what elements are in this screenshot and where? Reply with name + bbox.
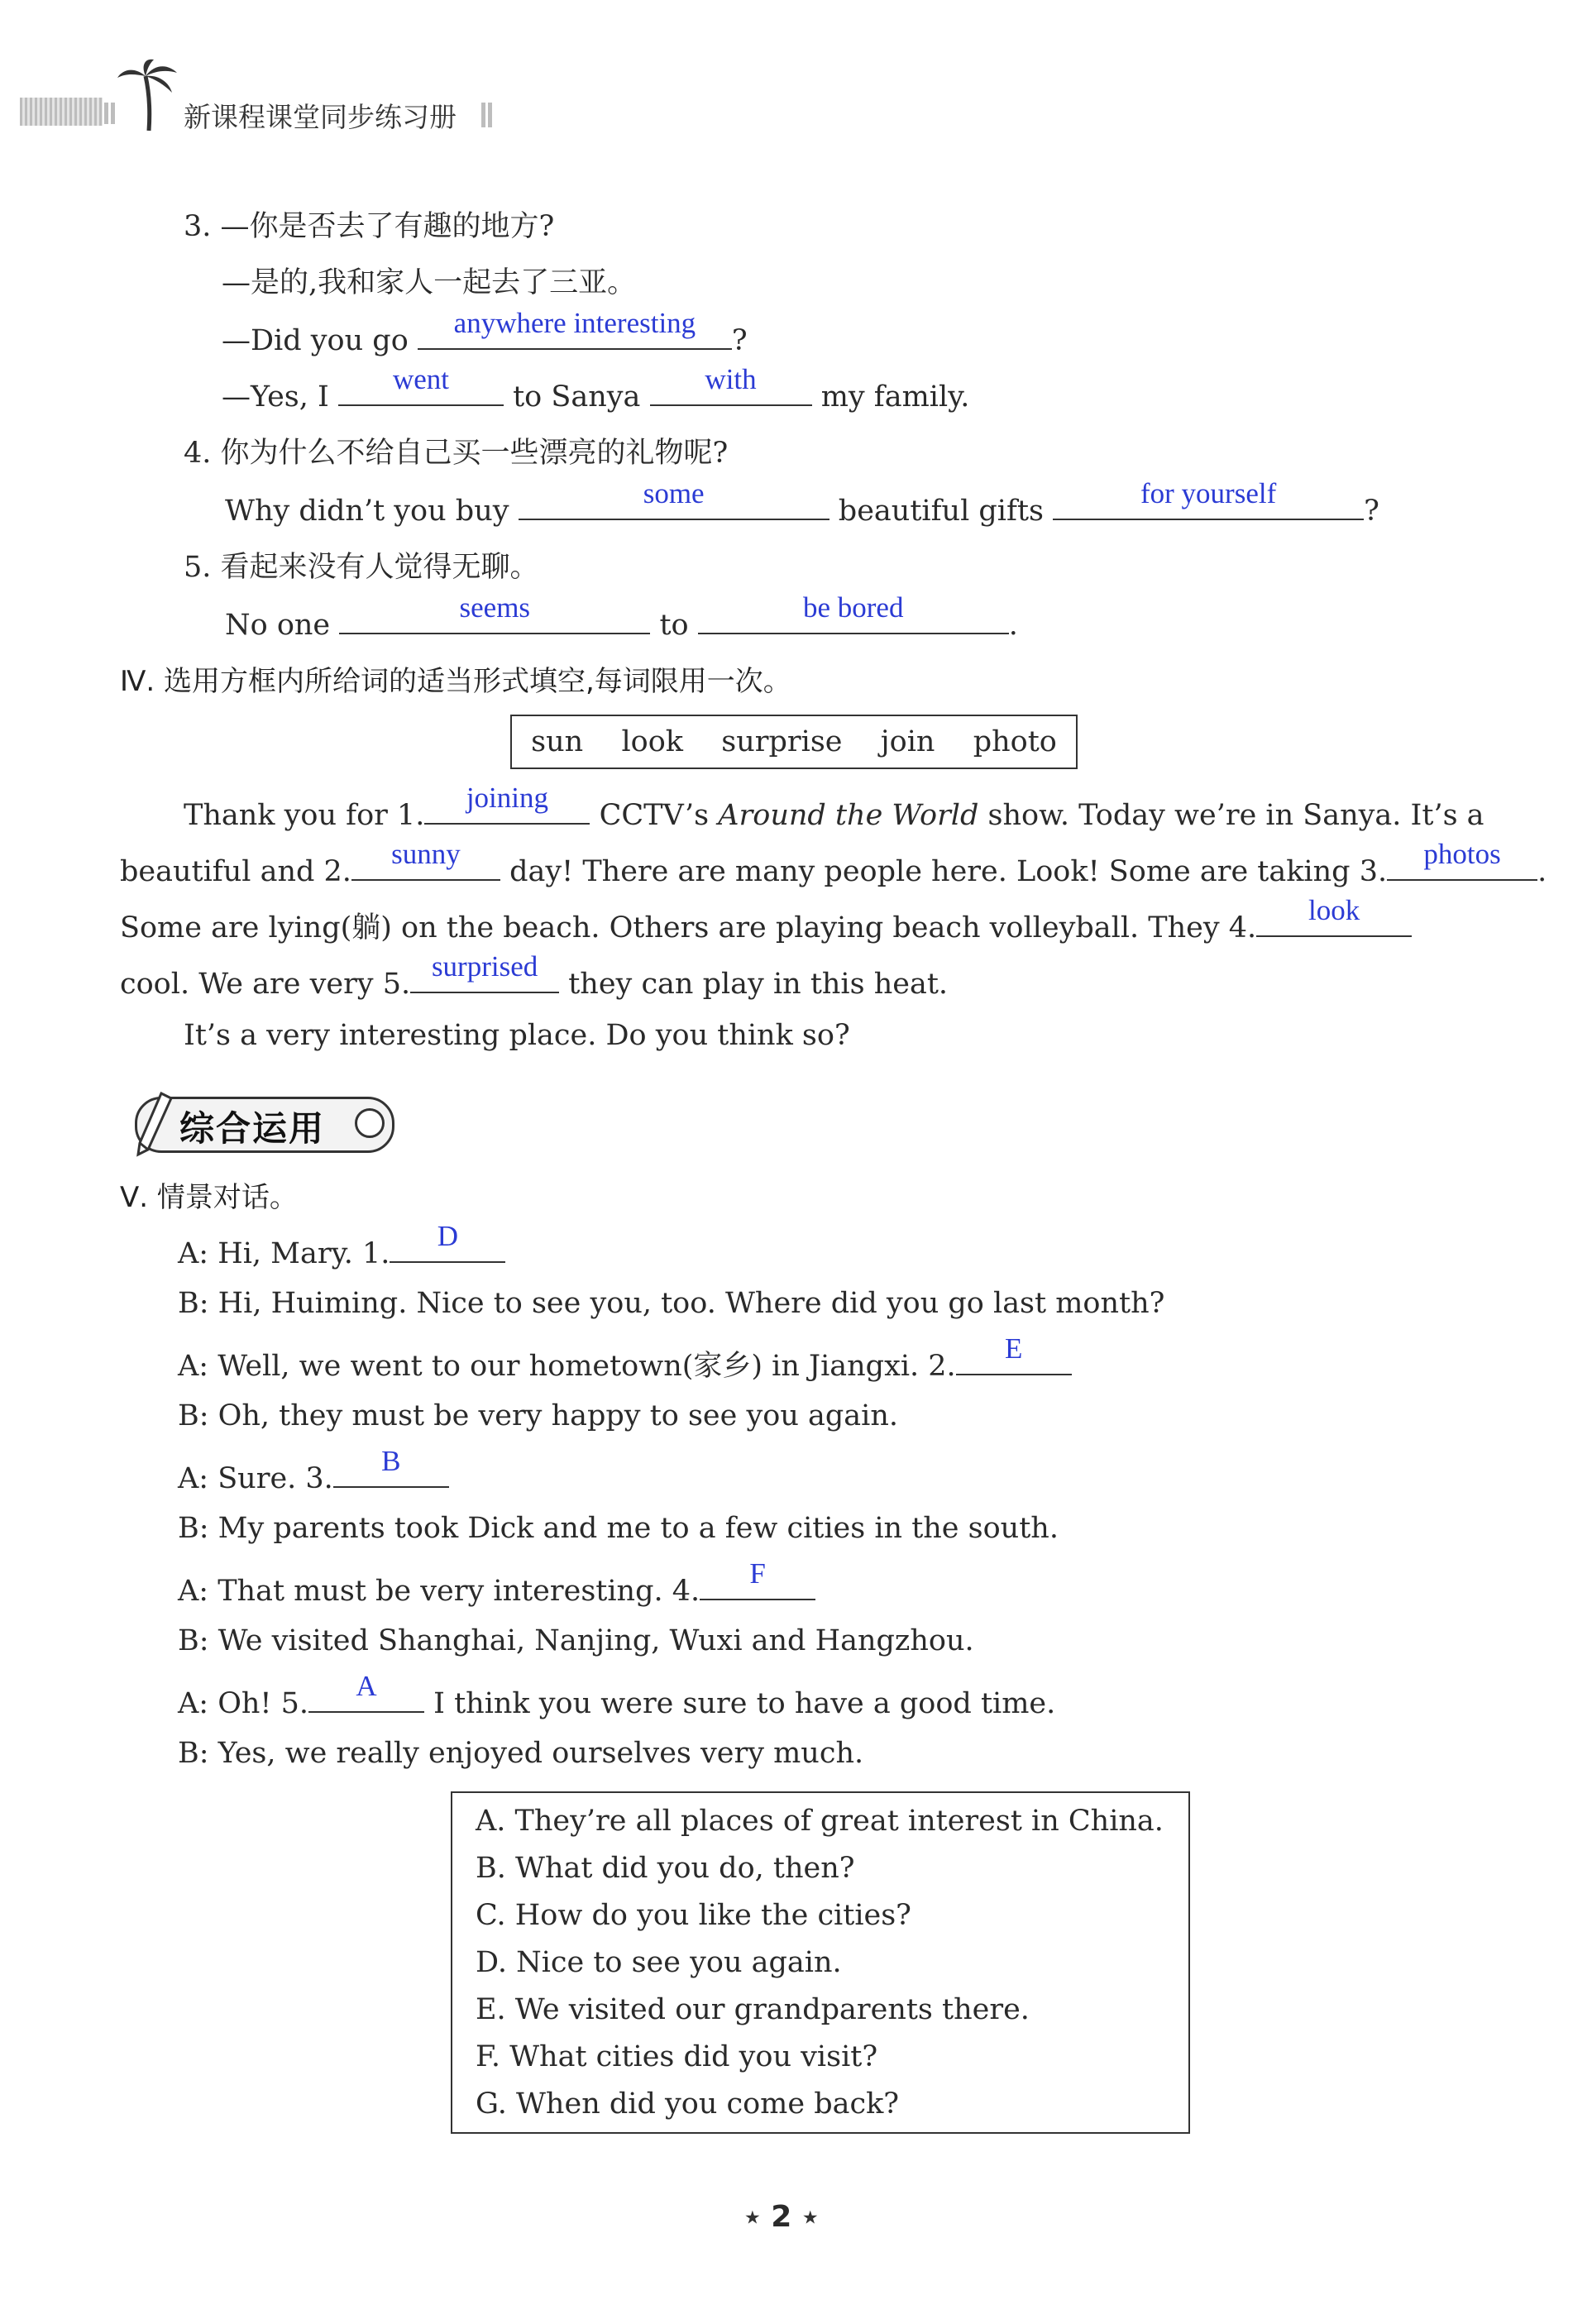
passage-text: show. Today we’re in Sanya. It’s a bbox=[987, 798, 1484, 832]
show-title: Around the World bbox=[718, 798, 979, 832]
section-4-title: Ⅳ. 选用方框内所给词的适当形式填空,每词限用一次。 bbox=[120, 665, 791, 698]
header-divider bbox=[481, 103, 485, 127]
passage-punct: . bbox=[1537, 854, 1547, 888]
passage-line-1 bbox=[184, 781, 1484, 832]
q4-zh-text: 你为什么不给自己买一些漂亮的礼物呢? bbox=[220, 437, 729, 470]
answer-blank bbox=[339, 591, 650, 634]
star-icon: ★ bbox=[744, 2207, 761, 2229]
answer-blank bbox=[410, 949, 559, 993]
q5-en-text: No one bbox=[225, 608, 331, 642]
passage-text: day! There are many people here. Look! Some are taking 3. bbox=[509, 854, 1388, 888]
passage-line-5: It’s a very interesting place. Do you think so? bbox=[184, 1019, 850, 1052]
q5-en-text: to bbox=[659, 608, 689, 642]
dialogue-line: B: Hi, Huiming. Nice to see you, too. Where did you go last month? bbox=[178, 1287, 1165, 1320]
answer-text: went bbox=[392, 362, 449, 395]
q3-zh-line1 bbox=[184, 203, 554, 245]
dialogue-line bbox=[178, 1444, 449, 1495]
q3-en-text: —Did you go bbox=[222, 323, 409, 357]
q4-en-line bbox=[225, 476, 1379, 528]
answer-text: F bbox=[749, 1557, 766, 1590]
header-title: 新课程课堂同步练习册 bbox=[184, 101, 457, 133]
q3-en-line1 bbox=[222, 306, 748, 357]
header-divider bbox=[111, 103, 115, 124]
page-number-value: 2 bbox=[771, 2200, 792, 2234]
dialogue-line: B: Yes, we really enjoyed ourselves very much. bbox=[178, 1737, 864, 1770]
answer-blank bbox=[1387, 837, 1537, 881]
answer-text: D bbox=[437, 1219, 459, 1252]
header-divider bbox=[488, 103, 492, 127]
word-item: surprise bbox=[721, 725, 843, 758]
answer-text: some bbox=[643, 476, 705, 509]
answer-blank bbox=[424, 781, 590, 825]
q3-en-text: to Sanya bbox=[513, 380, 641, 414]
pencil-icon bbox=[120, 1092, 186, 1158]
answer-blank bbox=[956, 1332, 1072, 1375]
question-number: 4. bbox=[184, 437, 212, 470]
word-item: look bbox=[621, 725, 683, 758]
header-divider bbox=[104, 103, 108, 124]
answer-text: for yourself bbox=[1140, 476, 1277, 509]
word-item: photo bbox=[973, 725, 1057, 758]
dialogue-line bbox=[178, 1669, 1056, 1720]
passage-text: Some are lying(躺) on the beach. Others are playing beach volleyball. They 4. bbox=[120, 911, 1257, 944]
answer-blank bbox=[1053, 476, 1364, 520]
options-box bbox=[451, 1791, 1190, 2134]
q3-en-line2 bbox=[222, 362, 970, 414]
answer-text: B bbox=[381, 1444, 401, 1477]
passage-text: they can play in this heat. bbox=[568, 967, 949, 1001]
dialogue-text: A: Sure. 3. bbox=[178, 1461, 333, 1495]
answer-text: sunny bbox=[391, 837, 461, 870]
q3-zh-line2: —是的,我和家人一起去了三亚。 bbox=[222, 266, 637, 299]
answer-blank bbox=[390, 1219, 505, 1263]
q4-en-text: Why didn’t you buy bbox=[225, 494, 509, 528]
dialogue-line: B: My parents took Dick and me to a few cities in the south. bbox=[178, 1512, 1059, 1545]
badge-dot-icon bbox=[355, 1108, 385, 1138]
page-number bbox=[744, 2200, 819, 2234]
answer-blank bbox=[338, 362, 504, 406]
dialogue-line bbox=[178, 1332, 1072, 1384]
dialogue-text: A: Oh! 5. bbox=[178, 1686, 309, 1720]
header-decoration bbox=[20, 98, 103, 126]
answer-text: anywhere interesting bbox=[453, 306, 696, 339]
star-icon: ★ bbox=[801, 2207, 819, 2229]
answer-text: surprised bbox=[431, 949, 538, 983]
passage-line-3 bbox=[120, 894, 1412, 946]
q3-en-text: —Yes, I bbox=[222, 380, 329, 414]
answer-blank bbox=[351, 837, 500, 881]
answer-text: A bbox=[356, 1669, 377, 1702]
answer-text: seems bbox=[459, 591, 531, 624]
option-item: E. We visited our grandparents there. bbox=[476, 1993, 1030, 2026]
answer-blank bbox=[418, 306, 732, 350]
passage-text: beautiful and 2. bbox=[120, 854, 351, 888]
q4-punct: ? bbox=[1364, 494, 1379, 528]
option-item: C. How do you like the cities? bbox=[476, 1899, 911, 1932]
option-item: B. What did you do, then? bbox=[476, 1852, 855, 1885]
q5-en-line bbox=[225, 591, 1018, 642]
answer-text: look bbox=[1308, 894, 1360, 926]
word-item: sun bbox=[531, 725, 584, 758]
q3-en-text: my family. bbox=[820, 380, 970, 414]
option-item: A. They’re all places of great interest in China. bbox=[476, 1805, 1164, 1838]
dialogue-text: I think you were sure to have a good time. bbox=[424, 1686, 1056, 1720]
dialogue-text: A: Well, we went to our hometown(家乡) in Jiangxi. 2. bbox=[178, 1350, 956, 1383]
answer-blank bbox=[698, 591, 1009, 634]
passage-line-2 bbox=[120, 837, 1547, 888]
word-item: join bbox=[880, 725, 935, 758]
answer-blank bbox=[650, 362, 812, 406]
option-item: G. When did you come back? bbox=[476, 2087, 900, 2121]
dialogue-line: B: We visited Shanghai, Nanjing, Wuxi and Hangzhou. bbox=[178, 1624, 974, 1657]
passage-line-4 bbox=[120, 949, 949, 1001]
section-badge bbox=[120, 1092, 401, 1156]
q4-zh-line bbox=[184, 430, 728, 471]
answer-blank bbox=[519, 476, 829, 520]
q5-zh-text: 看起来没有人觉得无聊。 bbox=[220, 551, 539, 584]
option-item: D. Nice to see you again. bbox=[476, 1946, 842, 1979]
dialogue-line bbox=[178, 1557, 815, 1608]
q5-zh-line bbox=[184, 544, 539, 586]
answer-text: joining bbox=[466, 781, 549, 814]
answer-text: E bbox=[1004, 1332, 1023, 1365]
answer-blank bbox=[700, 1557, 815, 1600]
palm-tree-icon bbox=[116, 58, 182, 132]
section-5-title: Ⅴ. 情景对话。 bbox=[120, 1181, 298, 1214]
answer-text: with bbox=[705, 362, 757, 395]
q3-punct: ? bbox=[731, 323, 748, 357]
answer-text: photos bbox=[1423, 837, 1501, 870]
passage-text: cool. We are very 5. bbox=[120, 967, 411, 1001]
passage-text: CCTV’s bbox=[599, 798, 710, 832]
badge-label: 综合运用 bbox=[179, 1108, 326, 1149]
q4-en-text: beautiful gifts bbox=[838, 494, 1044, 528]
answer-text: be bored bbox=[802, 591, 904, 624]
question-number: 3. bbox=[184, 210, 212, 243]
dialogue-text: A: Hi, Mary. 1. bbox=[178, 1236, 390, 1270]
word-box bbox=[510, 715, 1078, 769]
dialogue-text: A: That must be very interesting. 4. bbox=[178, 1574, 700, 1608]
answer-blank bbox=[333, 1444, 449, 1488]
passage-text: Thank you for 1. bbox=[184, 798, 425, 832]
q3-zh-text: —你是否去了有趣的地方? bbox=[220, 210, 555, 243]
q5-punct: . bbox=[1008, 608, 1018, 642]
answer-blank bbox=[1256, 894, 1412, 937]
question-number: 5. bbox=[184, 551, 212, 584]
dialogue-line bbox=[178, 1219, 505, 1270]
answer-blank bbox=[308, 1669, 424, 1713]
option-item: F. What cities did you visit? bbox=[476, 2040, 878, 2073]
dialogue-line: B: Oh, they must be very happy to see you again. bbox=[178, 1399, 898, 1432]
